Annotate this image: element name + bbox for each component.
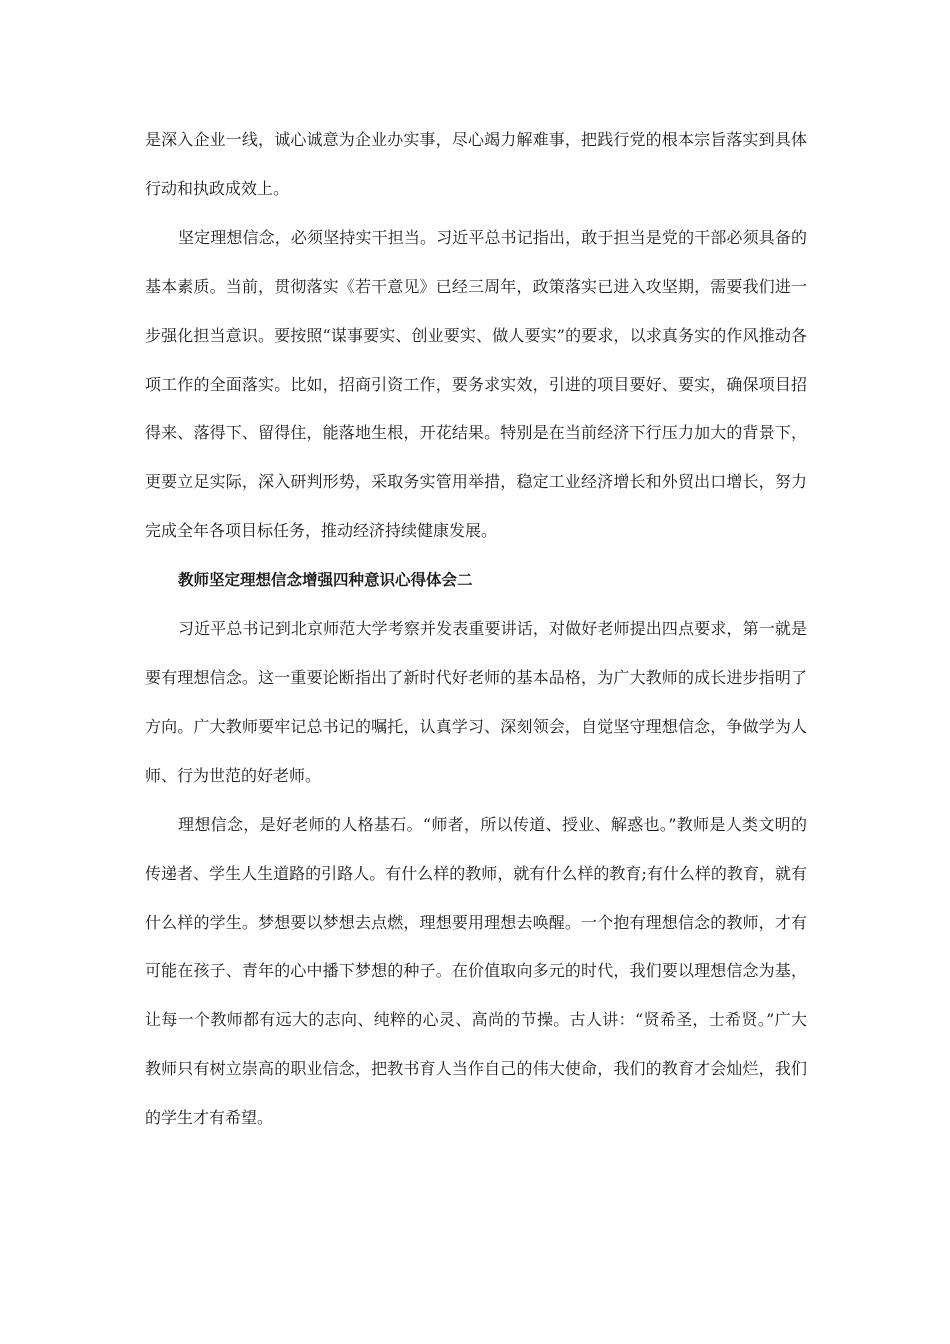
paragraph-continuation: 是深入企业一线，诚心诚意为企业办实事，尽心竭力解难事，把践行党的根本宗旨落实到具体行动和执政成效上。 <box>145 130 807 198</box>
paragraph-practical-responsibility: 坚定理想信念，必须坚持实干担当。习近平总书记指出，敢于担当是党的干部必须具备的基本素质。当前，贯彻落实《若干意见》已经三周年，政策落实已进入攻坚期，需要我们进一步强化担当意识。要按照“谋事要实、创业要实、做人要实”的要求，以求真务实的作风推动各项工作的全面落实。比如，招商引资工作，要务求实效，引进的项目要好、要实，确保项目招得来、落得下、留得住，能落地生根，开花结果。特别是在当前经济下行压力加大的背景下，更要立足实际，深入研判形势，采取务实管用举措，稳定工业经济增长和外贸出口增长，努力完成全年各项目标任务，推动经济持续健康发展。 <box>145 227 807 541</box>
section-heading: 教师坚定理想信念增强四种意识心得体会二 <box>178 571 473 590</box>
paragraph-ideals-foundation: 理想信念，是好老师的人格基石。“师者，所以传道、授业、解惑也。”教师是人类文明的传递者、学生人生道路的引路人。有什么样的教师，就有什么样的教育;有什么样的教育，就有什么样的学生。梦想要以梦想去点燃，理想要用理想去唤醒。一个抱有理想信念的教师，才有可能在孩子、青年的心中播下梦想的种子。在价值取向多元的时代，我们要以理想信念为基，让每一个教师都有远大的志向、纯粹的心灵、高尚的节操。古人讲：“贤希圣，士希贤。”广大教师只有树立崇高的职业信念，把教书育人当作自己的伟大使命，我们的教育才会灿烂，我们的学生才有希望。 <box>145 814 807 1128</box>
document-page <box>145 116 807 1143</box>
paragraph-four-requirements: 习近平总书记到北京师范大学考察并发表重要讲话，对做好老师提出四点要求，第一就是要有理想信念。这一重要论断指出了新时代好老师的基本品格，为广大教师的成长进步指明了方向。广大教师要牢记总书记的嘱托，认真学习、深刻领会，自觉坚守理想信念，争做学为人师、行为世范的好老师。 <box>145 619 807 785</box>
